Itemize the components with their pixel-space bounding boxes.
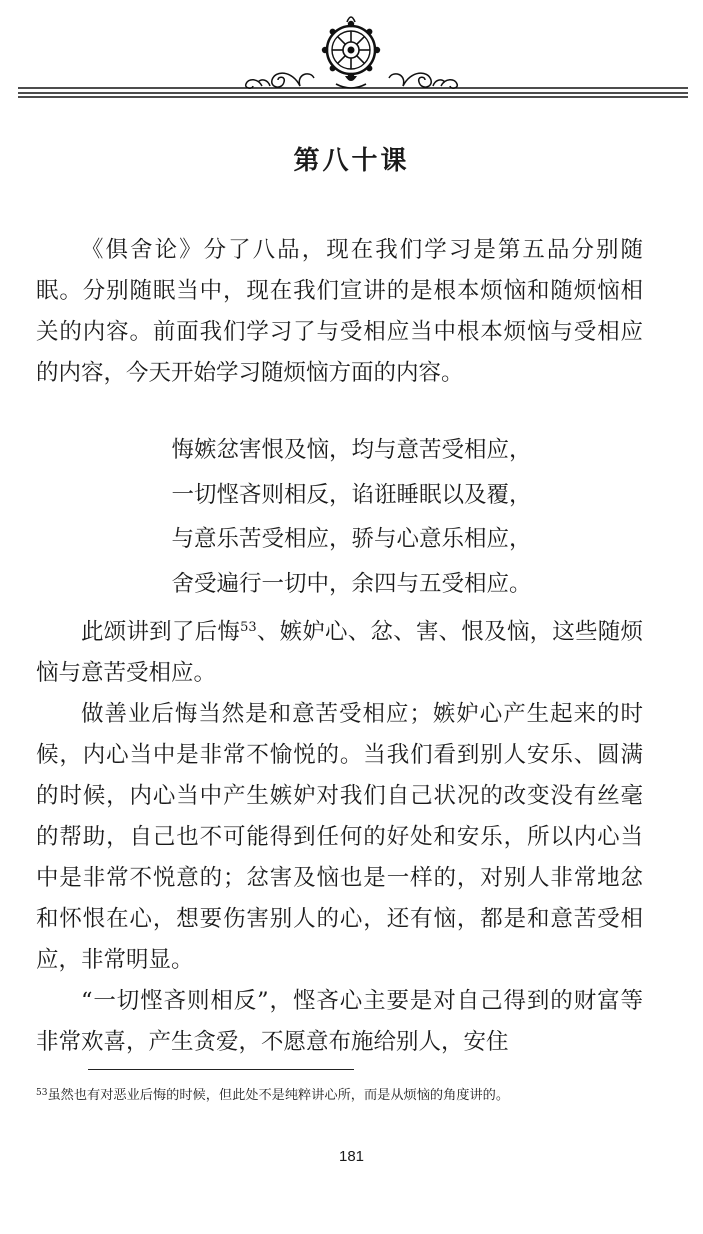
verse-line: 悔嫉忿害恨及恼，均与意苦受相应， — [171, 437, 532, 463]
page-header — [0, 0, 703, 110]
intro-paragraph: 《俱舍论》分了八品，现在我们学习是第五品分别随眠。分别随眠当中，现在我们宣讲的是根本烦恼和随烦恼相关的内容。前面我们学习了与受相应当中根本烦恼与受相应的内容，今天开始学习随烦恼方面的内容。 — [36, 237, 643, 386]
paragraph-3: “一切悭吝则相反”，悭吝心主要是对自己得到的财富等非常欢喜，产生贪爱，不愿意布施给别人，安住 — [36, 988, 643, 1055]
page-number: 181 — [338, 1148, 365, 1165]
verse-block — [36, 428, 667, 606]
verse-line: 与意乐苦受相应，骄与心意乐相应， — [171, 526, 532, 552]
header-rule-lines — [18, 88, 688, 97]
commentary-block — [36, 612, 643, 1063]
cloud-scroll-left-icon — [246, 73, 314, 88]
paragraph-1 — [36, 612, 643, 694]
footnote-divider — [88, 1069, 354, 1070]
verse-line: 一切悭吝则相反，谄诳睡眠以及覆， — [171, 481, 532, 508]
paragraph-2: 做善业后悔当然是和意苦受相应；嫉妒心产生起来的时候，内心当中是非常不愉悦的。当我们看到别人安乐、圆满的时候，内心当中产生嫉妒对我们自己状况的改变没有丝毫的帮助，自己也不可能得到任何的好处和安乐，所以内心当中是非常不悦意的；忿害及恼也是一样的，对别人非常地忿和怀恨在心，想要伤害别人的心，还有恼，都是和意苦受相应，非常明显。 — [36, 701, 643, 973]
lesson-title: 第八十课 — [293, 146, 410, 176]
dharma-wheel-icon — [322, 17, 380, 88]
footnote-text: 虽然也有对恶业后悔的时候，但此处不是纯粹讲心所，而是从烦恼的角度讲的。 — [47, 1088, 510, 1103]
paragraph-1-end: 、嫉妒心、忿、害、恨及恼，这些随烦恼与意苦受相应。 — [36, 619, 643, 686]
cloud-scroll-right-icon — [389, 73, 457, 88]
footnote-number: 53 — [36, 1088, 48, 1098]
verse-line: 舍受遍行一切中，余四与五受相应。 — [171, 570, 532, 597]
header-ornament — [0, 0, 703, 110]
footnote — [36, 1084, 648, 1107]
footnote-ref[interactable]: 53 — [240, 620, 257, 635]
paragraph-1-start: 此颂讲到了后悔 — [81, 619, 241, 645]
intro-paragraph-block — [36, 230, 643, 394]
